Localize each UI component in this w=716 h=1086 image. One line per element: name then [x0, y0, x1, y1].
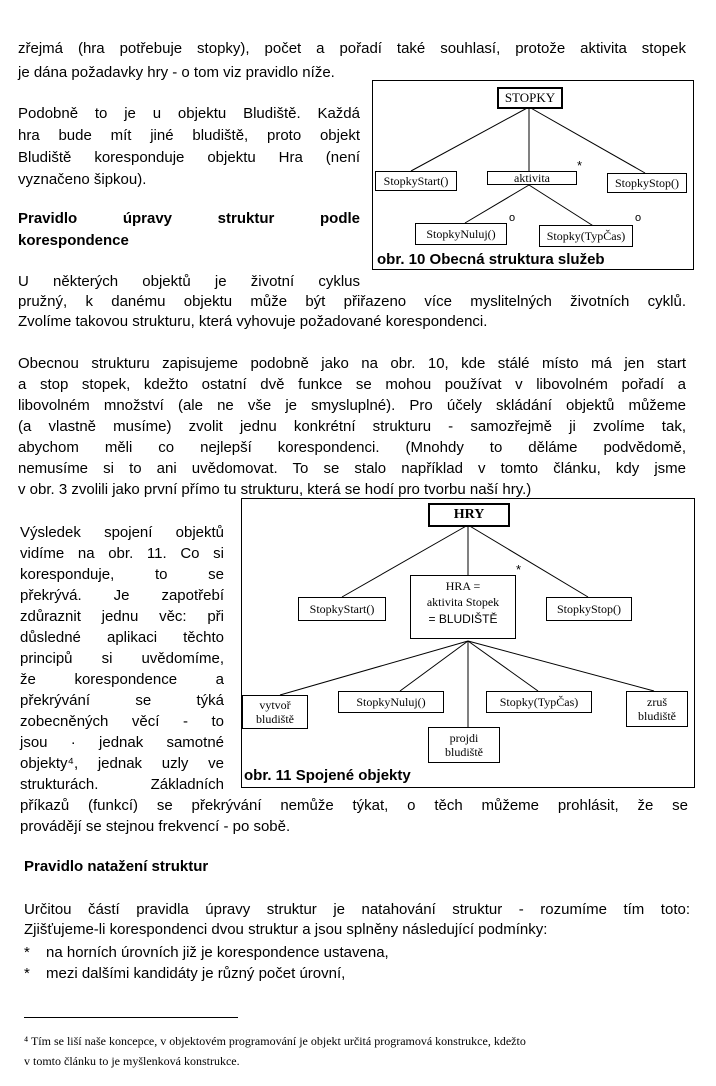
fig11-node-stop: StopkyStop() [546, 597, 632, 621]
bullet-text: na horních úrovních již je korespondence ustavena, [46, 944, 389, 961]
fig10-star: * [577, 158, 583, 173]
fig11-vytvor-line-2: bludiště [256, 712, 294, 726]
bullet-star: * [24, 944, 30, 961]
bullet-2 [24, 965, 345, 983]
para-bludiste-4: vyznačeno šipkou). [18, 171, 147, 188]
cyklus-line-3: Zvolíme takovou strukturu, která vyhovuje požadované korespondenci. [18, 313, 488, 330]
para-obecnou-5: abychom měli co nejlepší korespondenci. (Mnohdy to děláme podvědomě, [18, 439, 686, 456]
heading-uprava-2: korespondence [18, 232, 129, 249]
cyklus-line-2: pružný, k danému objektu může být přiřazeno více myslitelných životních cyklů. [18, 293, 686, 310]
fig11-node-hry: HRY [428, 503, 510, 527]
cyklus-line-1: U některých objektů je životní cyklus [18, 273, 360, 290]
footnote-line-2: v tomto článku to je myšlenková konstrukce. [24, 1054, 240, 1068]
para-vysledek-9: překrývání se týká [20, 692, 224, 709]
fig10-node-typcas: Stopky(TypČas) [539, 225, 633, 247]
fig11-star: * [516, 562, 522, 577]
fig10-o-1: o [509, 212, 516, 224]
para-obecnou-2: a stop stopek, kdežto ostatní dvě funkce se mohou používat v libovolném pořadí a [18, 376, 686, 393]
para-natahovani-2: Zjišťujeme-li korespondenci dvou struktur a jsou splněny následující podmínky: [24, 921, 548, 938]
fig11-node-hra [410, 575, 516, 639]
para-natahovani-1: Určitou částí pravidla úpravy struktur je natahování struktur - rozumíme tím toto: [24, 901, 690, 918]
fig11-zrus-line-2: bludiště [638, 709, 676, 723]
para-obecnou-6: nemusíme si to ani uvědomovat. To se stalo například v tomto článku, kdy jsme [18, 460, 686, 477]
fig11-projdi-line-1: projdi [449, 731, 479, 745]
fig10-o-2: o [635, 212, 642, 224]
fig10-caption: obr. 10 Obecná struktura služeb [377, 251, 605, 268]
para-prikazu-2: provádějí se stejnou frekvencí - po sobě. [20, 818, 291, 835]
para-bludiste-3: Bludiště koresponduje objektu Hra (není [18, 149, 360, 166]
fig11-hra-line-2: aktivita Stopek [426, 595, 500, 609]
fig10-node-aktivita: aktivita [487, 171, 577, 185]
para-vysledek-8: že korespondence a [20, 671, 224, 688]
fig11-projdi-line-2: bludiště [445, 745, 483, 759]
fig10-node-stop: StopkyStop() [607, 173, 687, 193]
para-vysledek-12: objekty⁴, jednak uzly ve [20, 755, 224, 772]
intro-line-2: je dána požadavky hry - o tom viz pravidlo níže. [18, 64, 335, 81]
para-obecnou-4: (a vlastně musíme) zvolit jednu konkrétní strukturu - samozřejmě ji zvolíme tak, [18, 418, 686, 435]
para-obecnou-3: libovolném množství (ale ne vše je smysluplné). Pro účely skládání objektů můžeme [18, 397, 686, 414]
fig10-node-nuluj: StopkyNuluj() [415, 223, 507, 245]
intro-line-1: zřejmá (hra potřebuje stopky), počet a pořadí také souhlasí, protože aktivita stopek [18, 40, 686, 57]
fig11-node-projdi [428, 727, 500, 763]
footnote-rule [24, 1017, 238, 1018]
para-vysledek-11: jsou · jednak samotné [20, 734, 224, 751]
fig11-node-nuluj: StopkyNuluj() [338, 691, 444, 713]
fig11-vytvor-line-1: vytvoř [259, 698, 291, 712]
para-vysledek-3: koresponduje, to se [20, 566, 224, 583]
fig11-node-typcas: Stopky(TypČas) [486, 691, 592, 713]
bullet-1 [24, 944, 389, 962]
bullet-text: mezi dalšími kandidáty je různý počet úrovní, [46, 965, 346, 982]
bullet-star: * [24, 965, 30, 982]
para-vysledek-6: důsledné aplikaci těchto [20, 629, 224, 646]
fig10-node-start: StopkyStart() [375, 171, 457, 191]
figure-11 [241, 498, 695, 788]
footnote-line-1: ⁴ Tím se liší naše koncepce, v objektovém programování je objekt určitá programová konstrukce, kdežto [24, 1034, 526, 1048]
para-vysledek-1: Výsledek spojení objektů [20, 524, 224, 541]
fig11-node-start: StopkyStart() [298, 597, 386, 621]
para-vysledek-7: principů si uvědomíme, [20, 650, 224, 667]
figure-10 [372, 80, 694, 270]
para-obecnou-1: Obecnou strukturu zapisujeme podobně jako na obr. 10, kde stálé místo má jen start [18, 355, 686, 372]
para-obecnou-7: v obr. 3 zvolili jako první přímo tu strukturu, která se hodí pro tvorbu naší hry.) [18, 481, 532, 498]
fig11-caption: obr. 11 Spojené objekty [244, 767, 411, 784]
heading-natazeni: Pravidlo natažení struktur [24, 858, 209, 875]
fig11-hra-line-1: HRA = [445, 579, 481, 593]
para-vysledek-2: vidíme na obr. 11. Co si [20, 545, 224, 562]
fig10-node-stopky: STOPKY [497, 87, 563, 109]
para-vysledek-5: zdůraznit jednu věc: při [20, 608, 224, 625]
para-vysledek-13: strukturách. Základních [20, 776, 224, 793]
para-bludiste-1: Podobně to je u objektu Bludiště. Každá [18, 105, 360, 122]
para-prikazu-1: příkazů (funkcí) se překrývání nemůže týkat, o těch můžeme prohlásit, že se [20, 797, 688, 814]
para-vysledek-10: zobecněných věcí - to [20, 713, 224, 730]
heading-uprava-1: Pravidlo úpravy struktur podle [18, 210, 360, 227]
fig11-node-zrus [626, 691, 688, 727]
para-bludiste-2: hra bude mít jiné bludiště, proto objekt [18, 127, 360, 144]
para-vysledek-4: překrývá. Je zapotřebí [20, 587, 224, 604]
fig11-zrus-line-1: zruš [647, 695, 667, 709]
fig11-node-vytvor [242, 695, 308, 729]
fig11-hra-line-3: = BLUDIŠTĚ [428, 612, 498, 626]
